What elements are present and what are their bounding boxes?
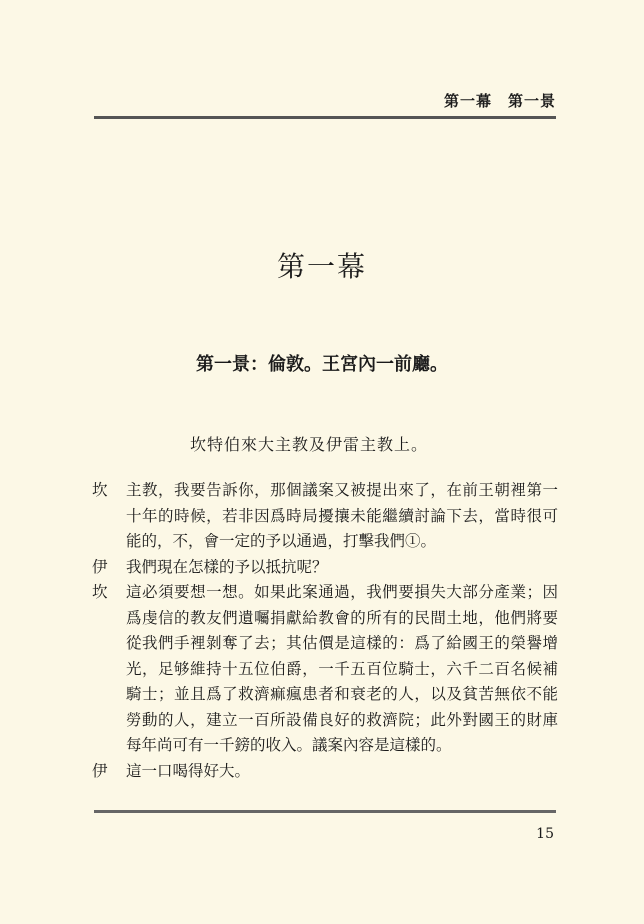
speech-text: 主教，我要告訴你，那個議案又被提出來了，在前王朝裡第一十年的時候，若非因爲時局擾攘未能繼續討論下去，當時很可能的，不，會一定的予以通過，打擊我們①。 — [126, 481, 558, 550]
speech-text: 這一口喝得好大。 — [126, 761, 251, 780]
dialogue — [92, 478, 558, 784]
speech-text: 我們現在怎樣的予以抵抗呢？ — [126, 557, 328, 576]
speaker-label: 伊 — [92, 557, 108, 576]
scene-title: 第一景：倫敦。王宮內一前廳。 — [196, 354, 448, 375]
dialogue-line — [92, 478, 558, 555]
header-rule — [94, 116, 556, 119]
running-head: 第一幕 第一景 — [443, 92, 556, 110]
dialogue-line — [92, 580, 558, 759]
speaker-label: 伊 — [92, 761, 108, 780]
footer-rule — [94, 810, 556, 813]
stage-direction: 坎特伯來大主教及伊雷主教上。 — [190, 435, 429, 454]
dialogue-line — [92, 759, 558, 785]
speaker-label: 坎 — [92, 583, 108, 601]
act-title: 第一幕 — [276, 250, 367, 283]
dialogue-line — [92, 555, 558, 581]
speech-text: 這必須要想一想。如果此案通過，我們要損失大部分產業；因爲虔信的教友們遺囑捐獻給教會的所有的民間土地，他們將要從我們手裡剝奪了去；其估價是這樣的：爲了給國王的榮譽增光，足够維持十五位伯爵，一千五百位騎士，六千二百名候補騎士；並且爲了救濟痲瘋患者和衰老的人，以及貧苦無依不能勞動的人，建立一百所設備良好的救濟院；此外對國王的財庫每年尚可有一千鎊的收入。議案內容是這樣的。 — [126, 583, 558, 754]
page-number: 15 — [536, 826, 554, 842]
speaker-label: 坎 — [92, 481, 108, 499]
